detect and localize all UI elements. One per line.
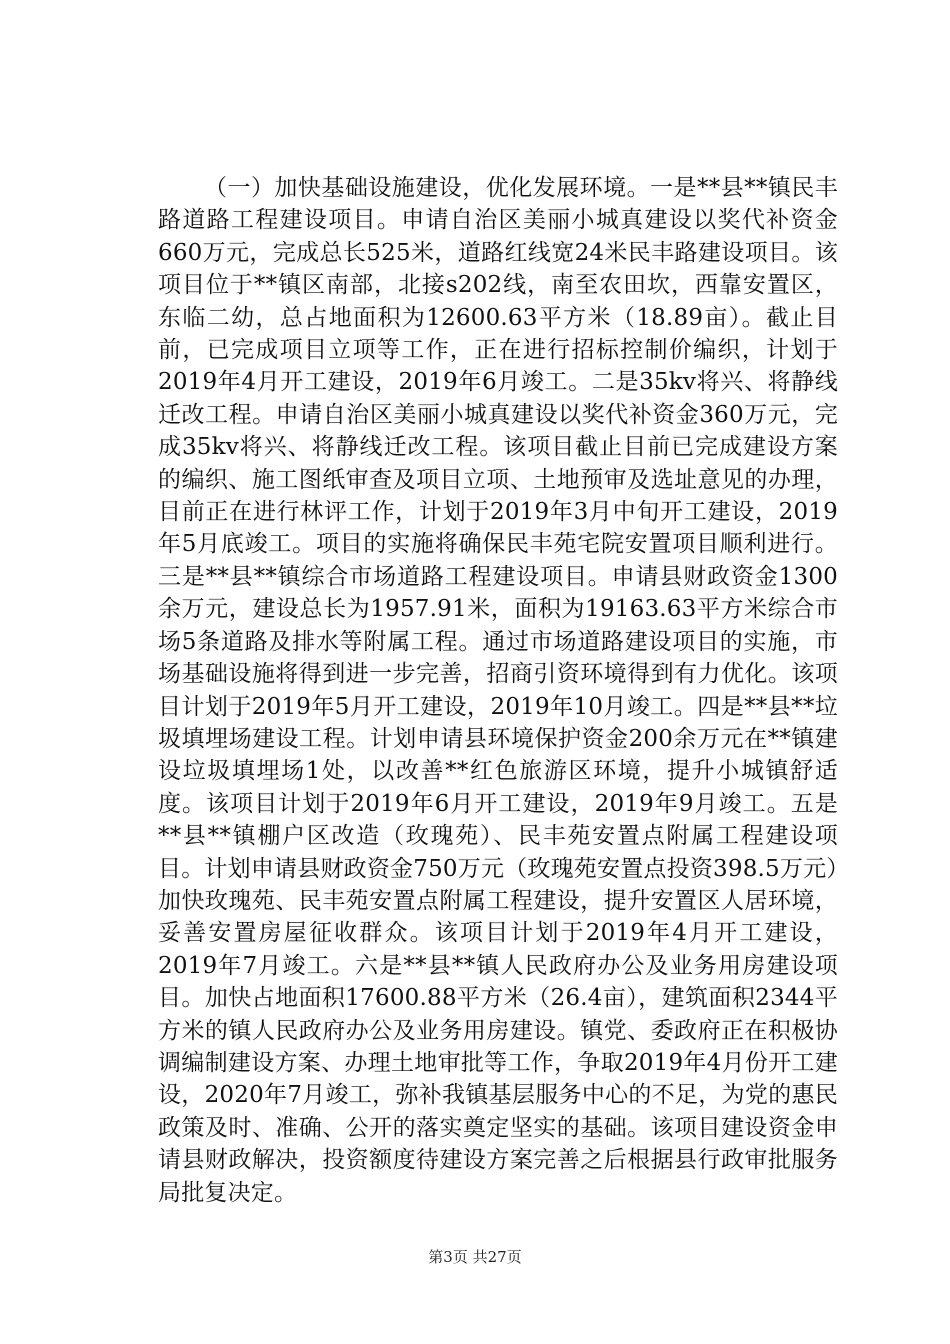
- page-footer: 第3页 共27页: [428, 1248, 522, 1266]
- body-paragraph: （一）加快基础设施建设，优化发展环境。一是**县**镇民丰路道路工程建设项目。申请自治区美丽小城真建设以奖代补资金660万元，完成总长525米，道路红线宽24米民丰路建设项目。该项目位于**镇区南部，北接s202线，南至农田坎，西靠安置区，东临二幼，总占地面积为12600.63平方米（18.89亩）。截止目前，已完成项目立项等工作，正在进行招标控制价编织，计划于2019年4月开工建设，2019年6月竣工。二是35kv将兴、将静线迁改工程。申请自治区美丽小城真建设以奖代补资金360万元，完成35kv将兴、将静线迁改工程。该项目截止目前已完成建设方案的编织、施工图纸审查及项目立项、土地预审及选址意见的办理，目前正在进行林评工作，计划于2019年3月中旬开工建设，2019年5月底竣工。项目的实施将确保民丰苑宅院安置项目顺利进行。三是**县**镇综合市场道路工程建设项目。申请县财政资金1300余万元，建设总长为1957.91米，面积为19163.63平方米综合市场5条道路及排水等附属工程。通过市场道路建设项目的实施，市场基础设施将得到进一步完善，招商引资环境得到有力优化。该项目计划于2019年5月开工建设，2019年10月竣工。四是**县**垃圾填埋场建设工程。计划申请县环境保护资金200余万元在**镇建设垃圾填埋场1处，以改善**红色旅游区环境，提升小城镇舒适度。该项目计划于2019年6月开工建设，2019年9月竣工。五是**县**镇棚户区改造（玫瑰苑）、民丰苑安置点附属工程建设项目。计划申请县财政资金750万元（玫瑰苑安置点投资398.5万元）加快玫瑰苑、民丰苑安置点附属工程建设，提升安置区人居环境，妥善安置房屋征收群众。该项目计划于2019年4月开工建设，2019年7月竣工。六是**县**镇人民政府办公及业务用房建设项目。加快占地面积17600.88平方米（26.4亩），建筑面积2344平方米的镇人民政府办公及业务用房建设。镇党、委政府正在积极协调编制建设方案、办理土地审批等工作，争取2019年4月份开工建设，2020年7月竣工，弥补我镇基层服务中心的不足，为党的惠民政策及时、准确、公开的落实奠定坚实的基础。该项目建设资金申请县财政解决，投资额度待建设方案完善之后根据县行政审批服务局批复决定。: [158, 175, 838, 1206]
